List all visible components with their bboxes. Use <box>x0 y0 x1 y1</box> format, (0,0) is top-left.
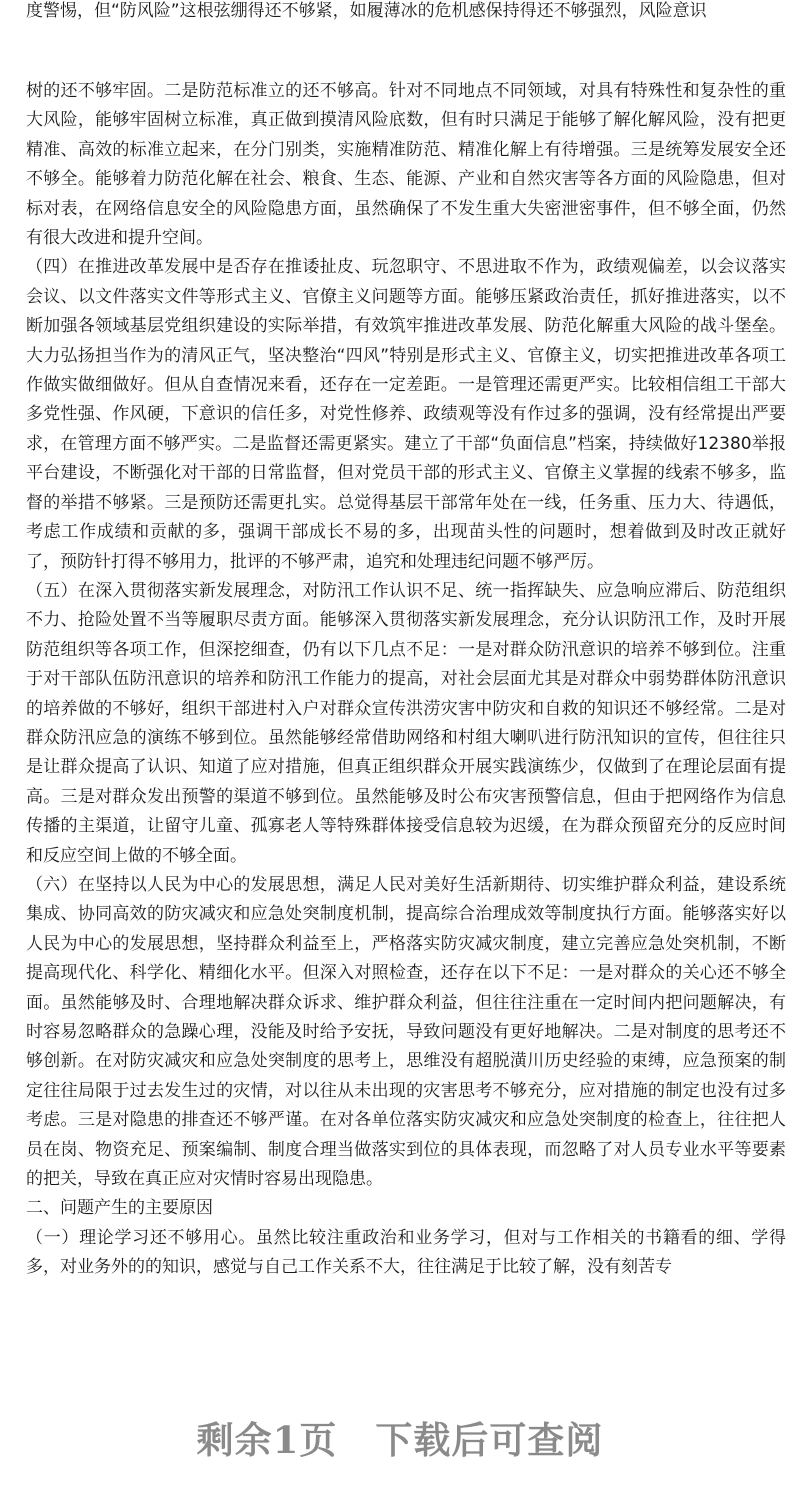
section-heading-causes: 二、问题产生的主要原因 <box>26 1198 213 1219</box>
paragraph-section-5: （五）在深入贯彻落实新发展理念，对防汛工作认识不足、统一指挥缺失、应急响应滞后、防范组织不力、抢险处置不当等履职尽责方面。能够深入贯彻落实新发展理念，充分认识防汛工作，及时开展防范组织等各项工作，但深挖细查，仍有以下几点不足：一是对群众防汛意识的培养不够到位。注重于对干部队伍防汛意识的培养和防汛工作能力的提高，对社会层面尤其是对群众中弱势群体防汛意识的培养做的不够好，组织干部进村入户对群众宣传洪涝灾害中防灾和自救的知识还不够经常。二是对群众防汛应急的演练不够到位。虽然能够经常借助网络和村组大喇叭进行防汛知识的宣传，但往往只是让群众提高了认识、知道了应对措施，但真正组织群众开展实践演练少，仅做到了在理论层面有提高。三是对群众发出预警的渠道不够到位。虽然能够及时公布灾害预警信息，但由于把网络作为信息传播的主渠道，让留守儿童、孤寡老人等特殊群体接受信息较为迟缓，在为群众预留充分的反应时间和反应空间上做的不够全面。 <box>26 580 786 866</box>
paragraph-section-6: （六）在坚持以人民为中心的发展思想，满足人民对美好生活新期待、切实维护群众利益，建设系统集成、协同高效的防灾减灾和应急处突制度机制，提高综合治理成效等制度执行方面。能够落实好以人民为中心的发展思想，坚持群众利益至上，严格落实防灾减灾制度，建立完善应急处突机制，不断提高现代化、科学化、精细化水平。但深入对照检查，还存在以下不足：一是对群众的关心还不够全面。虽然能够及时、合理地解决群众诉求、维护群众利益，但往往注重在一定时间内把问题解决，有时容易忽略群众的急躁心理，没能及时给予安抚，导致问题没有更好地解决。二是对制度的思考还不够创新。在对防灾减灾和应急处突制度的思考上，思维没有超脱潢川历史经验的束缚，应急预案的制定往往局限于过去发生过的灾情，对以往从未出现的灾害思考不够充分，应对措施的制定也没有过多考虑。三是对隐患的排查还不够严谨。在对各单位落实防灾减灾和应急处突制度的检查上，往往把人员在岗、物资充足、预案编制、制度合理当做落实到位的具体表现，而忽略了对人员专业水平等要素的把关，导致在真正应对灾情时容易出现隐患。 <box>26 874 786 1190</box>
paragraph-section-4: （四）在推进改革发展中是否存在推诿扯皮、玩忽职守、不思进取不作为，政绩观偏差，以会议落实会议、以文件落实文件等形式主义、官僚主义问题等方面。能够压紧政治责任，抓好推进落实，以不断加强各领域基层党组织建设的实际举措，有效筑牢推进改革发展、防范化解重大风险的战斗堡垒。大力弘扬担当作为的清风正气，坚决整治“四风”特别是形式主义、官僚主义，切实把推进改革各项工作做实做细做好。但从自查情况来看，还存在一定差距。一是管理还需更严实。比较相信组工干部大多党性强、作风硬，下意识的信任多，对党性修养、政绩观等没有作过多的强调，没有经常提出严要求，在管理方面不够严实。二是监督还需更紧实。建立了干部“负面信息”档案，持续做好12380举报平台建设，不断强化对干部的日常监督，但对党员干部的形式主义、官僚主义掌握的线索不够多，监督的举措不够紧。三是预防还需更扎实。总觉得基层干部常年处在一线，任务重、压力大、待遇低，考虑工作成绩和贡献的多，强调干部成长不易的多，出现苗头性的问题时，想着做到及时改正就好了，预防针打得不够用力，批评的不够严肃，追究和处理违纪问题不够严厉。 <box>26 257 786 572</box>
top-partial-line: 度警惕，但“防风险”这根弦绷得还不够紧，如履薄冰的危机感保持得还不够强烈，风险意识 <box>26 1 707 21</box>
download-banner[interactable] <box>0 1390 800 1510</box>
remaining-pages-notice[interactable]: 剩余1页 下载后可查阅 <box>196 1418 604 1462</box>
document-body <box>26 77 786 1283</box>
paragraph-risk-standards: 树的还不够牢固。二是防范标准立的还不够高。针对不同地点不同领域，对具有特殊性和复杂性的重大风险，能够牢固树立标准，真正做到摸清风险底数，但有时只满足于能够了解化解风险，没有把更精准、高效的标准立起来，在分门别类，实施精准防范、精准化解上有待增强。三是统筹发展安全还不够全。能够着力防范化解在社会、粮食、生态、能源、产业和自然灾害等各方面的风险隐患，但对标对表，在网络信息安全的风险隐患方面，虽然确保了不发生重大失密泄密事件，但不够全面，仍然有很大改进和提升空间。 <box>26 81 786 249</box>
paragraph-cause-1: （一）理论学习还不够用心。虽然比较注重政治和业务学习，但对与工作相关的书籍看的细、学得多，对业务外的的知识，感觉与自己工作关系不大，往往满足于比较了解，没有刻苦专 <box>26 1227 786 1278</box>
